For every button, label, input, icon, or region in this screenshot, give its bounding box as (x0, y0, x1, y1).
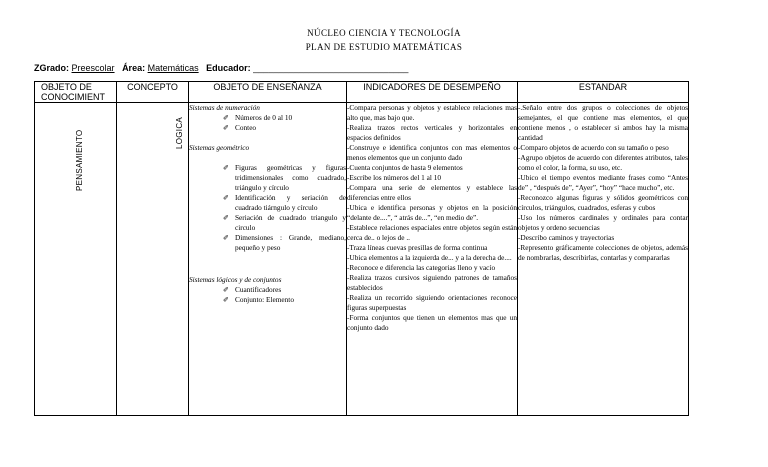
cell-objeto-conocimiento (35, 103, 117, 416)
indicador-item: -Reconoce e diferencia las categorias lleno y vacío (347, 263, 496, 272)
indicador-item: -Construye e identifica conjuntos con mas elementos o menos elementos que un conjunto dado (347, 143, 517, 162)
list-item: ✐ Conjunto: Elemento (223, 295, 294, 304)
meta-line (34, 63, 408, 73)
header-indicadores: INDICADORES DE DESEMPEÑO (347, 82, 518, 103)
pencil-bullet-icon: ✐ (223, 114, 229, 122)
logicos-list (189, 285, 346, 305)
sistemas-numeracion-heading: Sistemas de numeración (189, 103, 260, 112)
list-item: ✐ Figuras geométricas y figuras tridimensionales como cuadrado, triángulo y círculo (223, 163, 346, 192)
geometricos-list (189, 163, 346, 253)
estandar-item: -.Señalo entre dos grupos o colecciones de objetos semejantes, el que contiene mas elementos, el que contiene menos , o establecer si ambos hay la misma cantidad (518, 103, 688, 142)
estandar-item: -Ubico el tiempo eventos mediante frases como “Antes de” , “después de”, “Ayer”, “hoy” “hace mucho”, etc. (518, 173, 688, 192)
list-item: ✐ Seriación de cuadrado triangulo y circulo (223, 213, 346, 232)
indicador-item: -Traza líneas cuevas presillas de forma continua (347, 243, 488, 252)
pencil-bullet-icon: ✐ (223, 214, 229, 222)
estandar-item: -Describo caminos y trayectorias (518, 233, 615, 242)
pencil-bullet-icon: ✐ (223, 194, 229, 202)
cell-estandar (518, 103, 689, 416)
pencil-bullet-icon: ✐ (223, 286, 229, 294)
header-objeto-ensenanza: OBJETO DE ENSEÑANZA (189, 82, 347, 103)
indicador-item: -Realiza trazos rectos verticales y horizontales en espacios definidos (347, 123, 517, 142)
document-title: NÚCLEO CIENCIA Y TECNOLOGÍA (307, 28, 461, 38)
header-estandar: ESTANDAR (518, 82, 689, 103)
plan-table (34, 81, 689, 416)
numeracion-list (189, 113, 346, 133)
educador-value: _______________________________ (253, 63, 409, 73)
document-subtitle: PLAN DE ESTUDIO MATEMÁTICAS (305, 42, 463, 52)
cell-indicadores (347, 103, 518, 416)
table-row (35, 103, 689, 416)
estandar-item: -Comparo objetos de acuerdo con su tamaño o peso (518, 143, 669, 152)
estandar-item: -Uso los números cardinales y ordinales para contar objetos y ordeno secuencias (518, 213, 688, 232)
sistemas-logicos-heading: Sistemas lógicos y de conjuntos (189, 275, 282, 284)
indicador-item: -Ubica elementos a la izquierda de... y a la derecha de.... (347, 253, 512, 262)
cell-ensenanza (189, 103, 347, 416)
grado-value: Preescolar (71, 63, 115, 73)
indicador-item: -Forma conjuntos que tienen un elementos mas que un conjunto dado (347, 313, 517, 332)
list-item: ✐ Conteo (223, 123, 257, 132)
pencil-bullet-icon: ✐ (223, 296, 229, 304)
indicador-item: -Establece relaciones espaciales entre objetos según están cerca de.. o lejos de .. (347, 223, 517, 242)
educador-label: Educador: (206, 63, 251, 73)
estandar-item: -Agrupo objetos de acuerdo con diferentes atributos, tales como el color, la forma, su uso, etc. (518, 153, 688, 172)
indicador-item: -Escribe los números del 1 al 10 (347, 173, 442, 182)
pencil-bullet-icon: ✐ (223, 234, 229, 242)
area-label: Área: (122, 63, 146, 73)
list-item: ✐ Números de 0 al 10 (223, 113, 293, 122)
indicador-item: -Cuenta conjuntos de hasta 9 elementos (347, 163, 463, 172)
estandar-item: -Represento gráficamente colecciones de objetos, además de nombrarlas, describirlas, contarlas y compararlas (518, 243, 688, 262)
estandar-item: -Reconozco algunas figuras y sólidos geométricos con círculos, triángulos, cuadrados, esferas y cubos (518, 193, 688, 212)
list-item: ✐ Identificación y seriación de cuadrado tiárngulo y círculo (223, 193, 346, 212)
grado-label: ZGrado: (34, 63, 69, 73)
pensamiento-label: PENSAMIENTO (75, 129, 84, 191)
indicador-item: -Compara una serie de elementos y establece las diferencias entre ellos (347, 183, 517, 202)
indicador-item: -Compara personas y objetos y establece relaciones mas alto que, mas bajo que. (347, 103, 517, 122)
sistemas-geometricos-heading: Sistemas geométrico (189, 143, 250, 152)
logica-label: LOGICA (175, 116, 184, 149)
indicador-item: -Realiza trazos cursivos siguiendo patrones de tamaños establecidos (347, 273, 517, 292)
list-item: ✐ Dimensiones : Grande, mediano, pequeño y peso (223, 233, 346, 252)
header-objeto-conocimiento: OBJETO DE CONOCIMIENT (35, 82, 117, 103)
indicador-item: -Ubica e identifica personas y objetos en la posición “delante de....”, “ atrás de...”, “en medio de”. (347, 203, 517, 222)
pencil-bullet-icon: ✐ (223, 124, 229, 132)
header-concepto: CONCEPTO (117, 82, 189, 103)
list-item: ✐ Cuantificadores (223, 285, 282, 294)
indicador-item: -Realiza un recorrido siguiendo orientaciones reconoce figuras superpuestas (347, 293, 517, 312)
area-value: Matemáticas (147, 63, 199, 73)
table-header-row (35, 82, 689, 103)
cell-concepto (117, 103, 189, 416)
pencil-bullet-icon: ✐ (223, 164, 229, 172)
